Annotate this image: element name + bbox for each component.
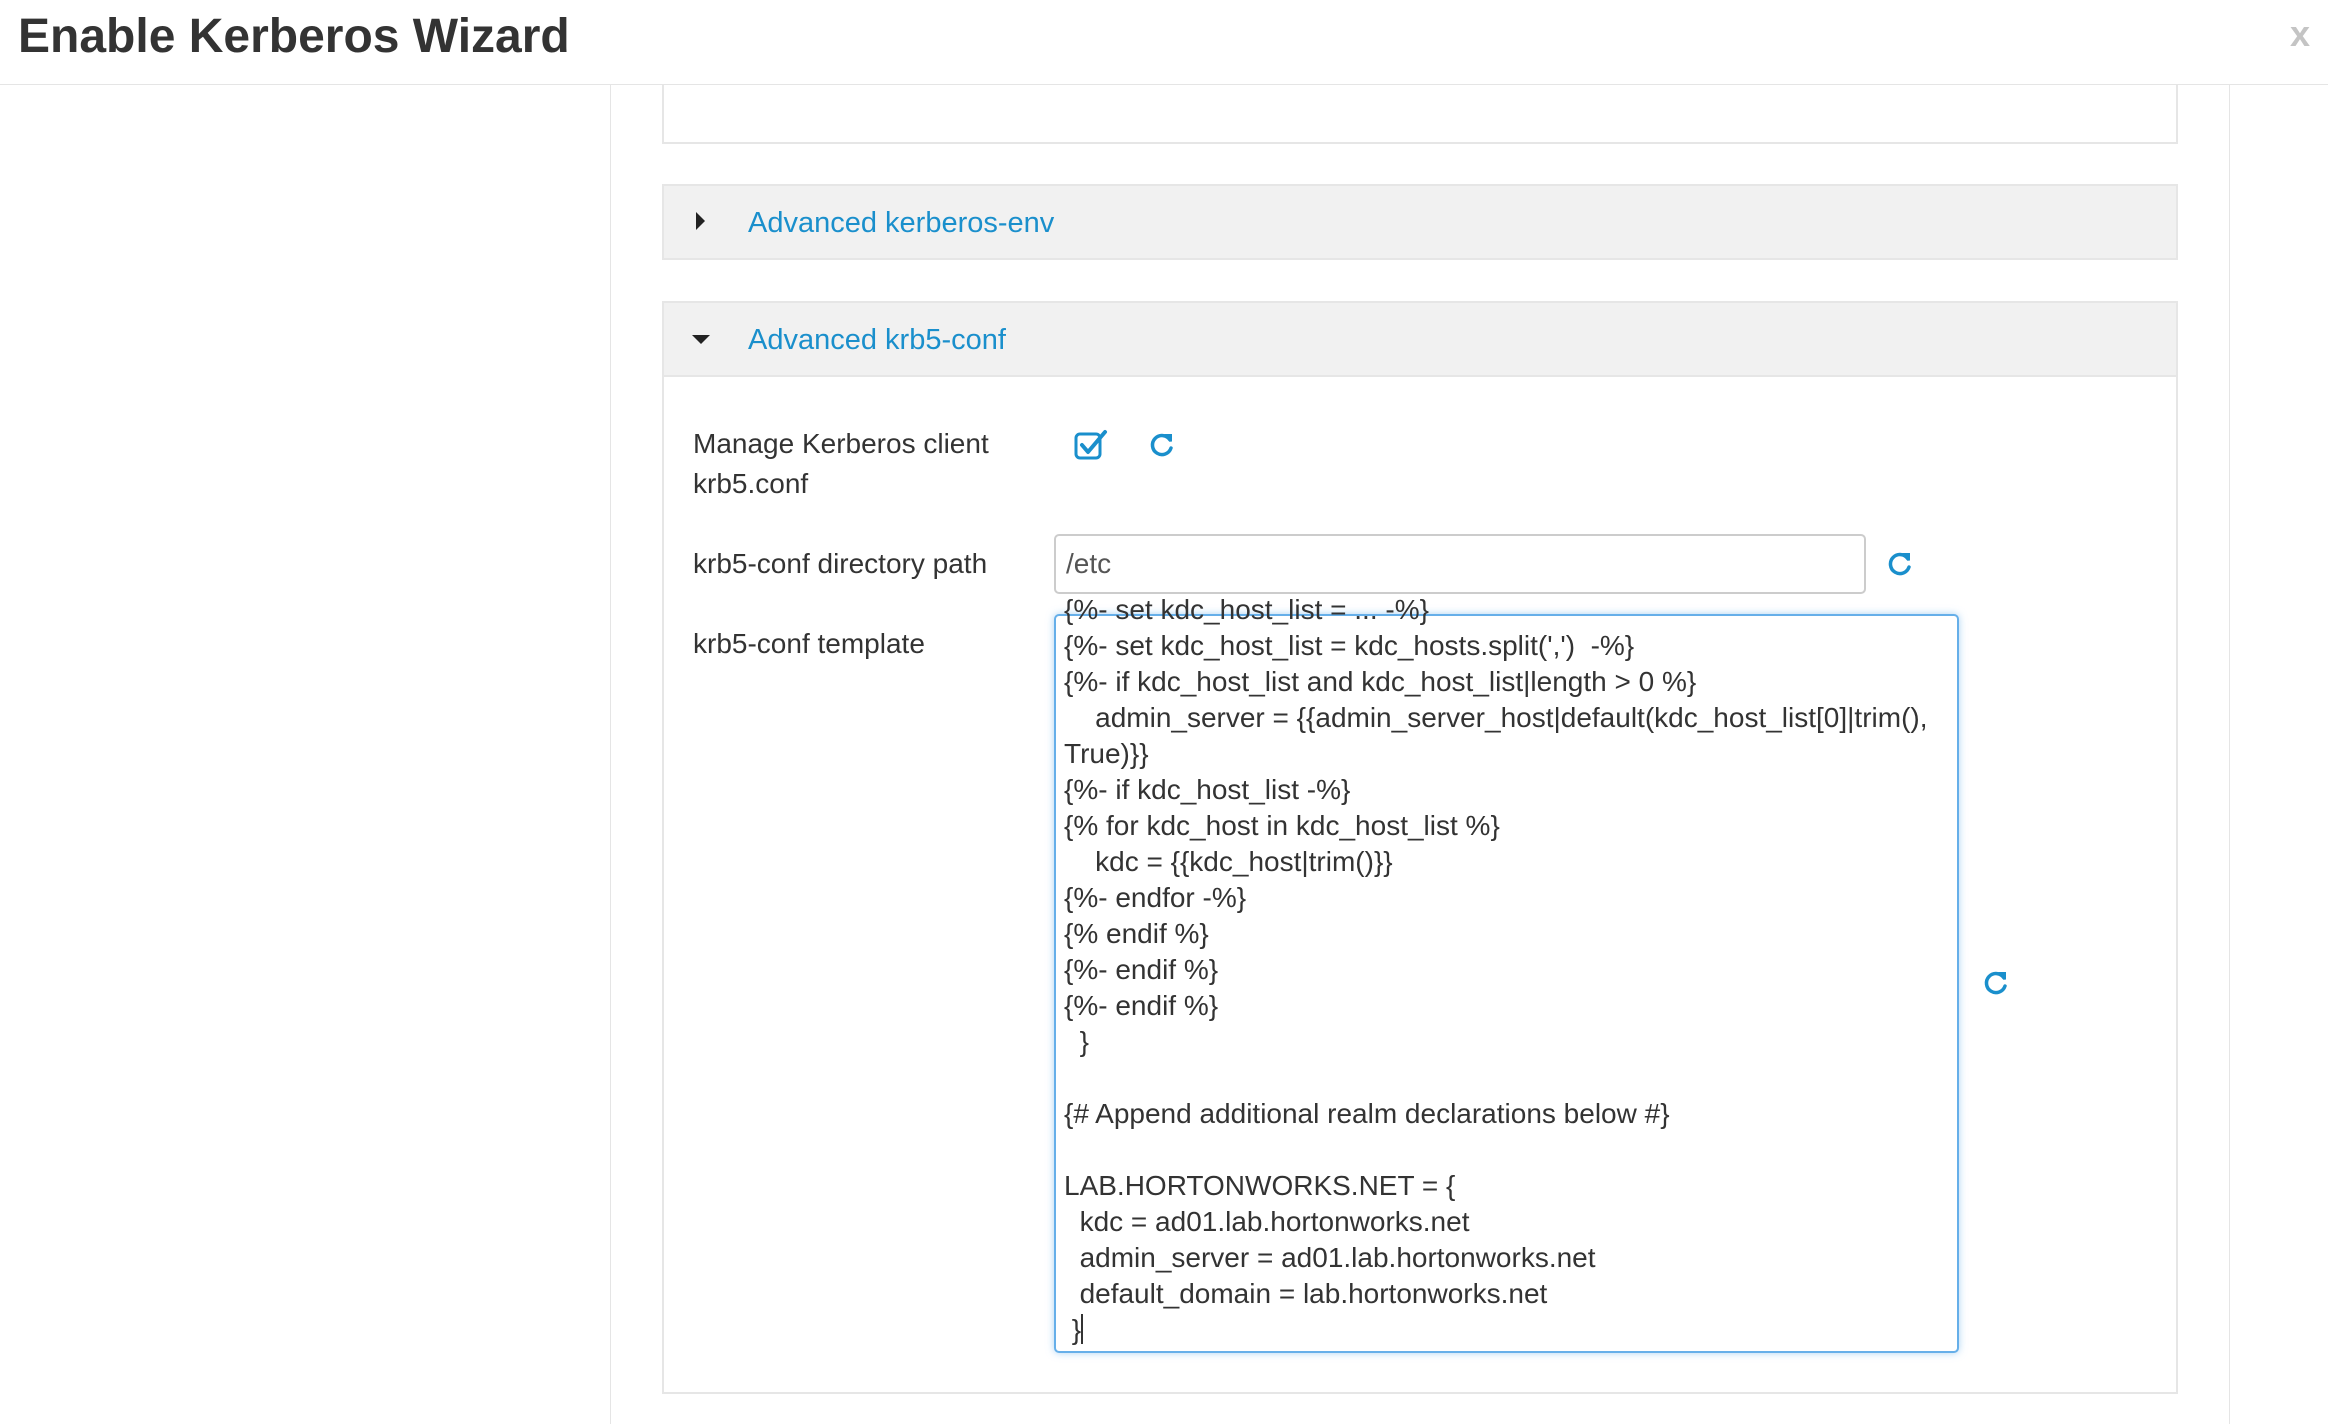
advanced-krb5-conf-link[interactable]: Advanced krb5-conf xyxy=(748,324,1006,356)
template-line: {%- endif %} xyxy=(1064,990,1219,1021)
wizard-steps-sidebar xyxy=(0,85,611,1424)
template-line: default_domain = lab.hortonworks.net xyxy=(1064,1278,1548,1309)
template-line: admin_server = ad01.lab.hortonworks.net xyxy=(1064,1242,1596,1273)
template-line: {% for kdc_host in kdc_host_list %} xyxy=(1064,810,1500,841)
template-line: {%- endfor -%} xyxy=(1064,882,1247,913)
template-line: {% endif %} xyxy=(1064,918,1209,949)
close-button[interactable]: x xyxy=(2289,13,2310,54)
template-line: {%- set kdc_host_list = ... -%} xyxy=(1064,594,1429,625)
template-line: True)}} xyxy=(1064,738,1149,769)
text-cursor xyxy=(1081,1314,1083,1344)
content-right-border xyxy=(2229,85,2230,1424)
caret-down-icon xyxy=(692,335,710,344)
template-line xyxy=(1064,1132,1949,1168)
refresh-icon[interactable] xyxy=(1982,969,2010,997)
template-line: kdc = ad01.lab.hortonworks.net xyxy=(1064,1206,1470,1237)
template-line: {%- if kdc_host_list -%} xyxy=(1064,774,1351,805)
previous-panel-body xyxy=(662,85,2178,144)
refresh-icon[interactable] xyxy=(1886,550,1914,578)
template-line: {# Append additional realm declarations below #} xyxy=(1064,1098,1670,1129)
directory-path-label: krb5-conf directory path xyxy=(693,548,988,579)
template-line: } xyxy=(1064,1314,1082,1345)
panel-heading-kerberos-env[interactable] xyxy=(664,186,2176,258)
panel-advanced-kerberos-env xyxy=(662,184,2178,260)
modal-header xyxy=(0,0,2328,85)
template-line: } xyxy=(1064,1026,1089,1057)
template-line xyxy=(1064,1060,1949,1096)
manage-client-label-line1: Manage Kerberos client xyxy=(693,428,989,459)
checked-checkbox-icon[interactable] xyxy=(1074,428,1108,462)
template-content xyxy=(1064,592,1949,1348)
directory-path-input[interactable] xyxy=(1054,534,1866,594)
page-title: Enable Kerberos Wizard xyxy=(18,10,570,63)
template-line: kdc = {{kdc_host|trim()}} xyxy=(1064,846,1393,877)
refresh-icon[interactable] xyxy=(1148,431,1176,459)
template-line: {%- if kdc_host_list and kdc_host_list|length > 0 %} xyxy=(1064,666,1697,697)
manage-client-label-line2: krb5.conf xyxy=(693,468,809,499)
template-line: admin_server = {{admin_server_host|default(kdc_host_list[0]|trim(), xyxy=(1064,702,1928,733)
template-label: krb5-conf template xyxy=(693,628,925,659)
panel-heading-krb5-conf[interactable] xyxy=(664,303,2176,377)
template-line: {%- endif %} xyxy=(1064,954,1219,985)
template-textarea[interactable] xyxy=(1054,594,1959,1353)
caret-right-icon xyxy=(696,212,705,230)
advanced-kerberos-env-link[interactable]: Advanced kerberos-env xyxy=(748,207,1055,239)
template-line: LAB.HORTONWORKS.NET = { xyxy=(1064,1170,1456,1201)
template-line: {%- set kdc_host_list = kdc_hosts.split(',') -%} xyxy=(1064,630,1635,661)
